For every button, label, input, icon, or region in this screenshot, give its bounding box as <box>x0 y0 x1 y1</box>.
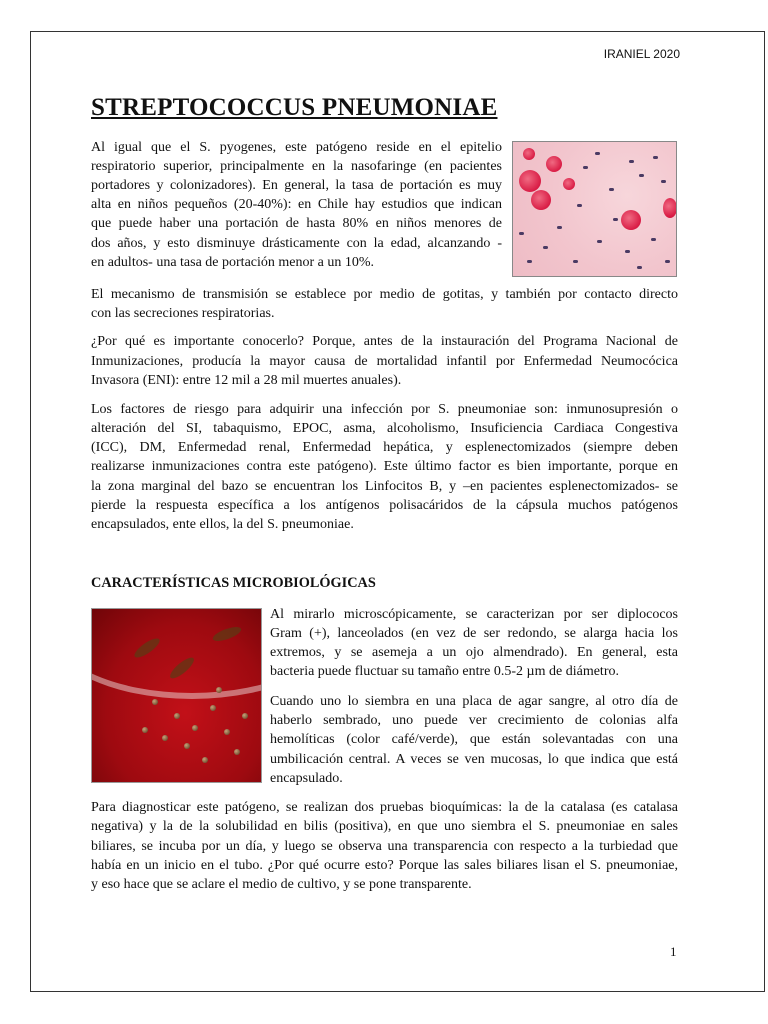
intro-line: dos años, y esto disminuye drásticamente con la edad, alcanzando - <box>91 236 502 251</box>
importance-line: Invasora (ENI): entre 12 mil a 28 mil muertes anuales). <box>91 373 402 388</box>
risk-line: realizarse inmunizaciones contra este patógeno). Este último factor es bien importante, porque en <box>91 459 678 474</box>
intro-line: que puede haber una portación de hasta 80% en niños menores de <box>91 216 502 231</box>
risk-line: encapsulados, ente ellos, la del S. pneumoniae. <box>91 517 354 532</box>
diagnosis-line: y eso hace que se aclare el medio de cultivo, y se pone transparente. <box>91 877 472 892</box>
risk-line: (ICC), DM, Enfermedad renal, Enfermedad hepática, y esplenectomizados (siempre deben <box>91 440 678 455</box>
agar-line: haberlo sembrado, uno puede ver crecimiento de colonias alfa <box>270 713 678 728</box>
diagnosis-line: había en un inicio en el tubo. ¿Por qué ocurre esto? Porque las sales biliares lisan el S. pneumoniae, <box>91 858 678 873</box>
intro-line: alta en niños pequeños (20-40%): en Chile hay estudios que indican <box>91 197 502 212</box>
diagnosis-line: Para diagnosticar este patógeno, se realizan dos pruebas bioquímicas: la de la catalasa (es catalasa <box>91 800 678 815</box>
importance-line: Inmunizaciones, producía la mayor causa de mortalidad infantil por Enfermedad Neumocócica <box>91 354 678 369</box>
transmission-line: El mecanismo de transmisión se establece por medio de gotitas, y también por contacto directo <box>91 287 678 302</box>
intro-line: en adultos- una tasa de portación menor a un 10%. <box>91 255 375 270</box>
transmission-line: con las secreciones respiratorias. <box>91 306 275 321</box>
risk-line: la zona marginal del bazo se encuentran los Linfocitos B, y –en pacientes esplenectomizados- se <box>91 479 678 494</box>
agar-line: Cuando uno lo siembra en una placa de agar sangre, al otro día de <box>270 694 678 709</box>
micro-line: extremos, y se asemeja a un ojo almendrado). En general, esta <box>270 645 678 660</box>
intro-line: respiratorio superior, principalmente en la nasofaringe (en pacientes <box>91 159 502 174</box>
importance-line: ¿Por qué es importante conocerlo? Porque, antes de la instauración del Programa Nacional de <box>91 334 678 349</box>
document-title: STREPTOCOCCUS PNEUMONIAE <box>91 94 498 121</box>
risk-line: Los factores de riesgo para adquirir una infección por S. pneumoniae son: inmunosupresión o <box>91 402 678 417</box>
micro-line: Gram (+), lanceolados (en vez de ser redondo, se alarga hacia los <box>270 626 678 641</box>
micro-line: Al mirarlo microscópicamente, se caracterizan por ser diplococos <box>270 607 678 622</box>
page-number: 1 <box>670 944 677 959</box>
diagnosis-line: negativa) y la de la solubilidad en bilis (positiva), en que uno siembra el S. pneumoniae en sales <box>91 819 678 834</box>
micro-line: bacteria puede fluctuar su tamaño entre 0.5-2 µm de diámetro. <box>270 664 619 679</box>
diagnosis-line: biliares, se incuba por un día, y luego se observa una transparencia con respecto a la turbiedad que <box>91 839 678 854</box>
agar-plate-photo <box>91 608 262 783</box>
intro-line: portadores y colonizadores). En general, la tasa de portación es muy <box>91 178 502 193</box>
agar-line: encapsulado. <box>270 771 343 786</box>
intro-line: Al igual que el S. pyogenes, este patógeno reside en el epitelio <box>91 140 502 155</box>
risk-line: pierde la respuesta específica a los antígenos polisacáridos de la cápsula muchos patógenos <box>91 498 678 513</box>
agar-line: hemolíticas (color café/verde), que están solevantadas con una <box>270 732 678 747</box>
risk-line: alteración del SI, tabaquismo, EPOC, asma, alcoholismo, Insuficiencia Cardiaca Congestiva <box>91 421 678 436</box>
agar-line: umbilicación central. A veces se ven mucosas, lo que indica que está <box>270 752 678 767</box>
section-title: CARACTERÍSTICAS MICROBIOLÓGICAS <box>91 575 376 591</box>
header-label: IRANIEL 2020 <box>603 47 680 61</box>
gram-stain-micrograph <box>512 141 677 277</box>
